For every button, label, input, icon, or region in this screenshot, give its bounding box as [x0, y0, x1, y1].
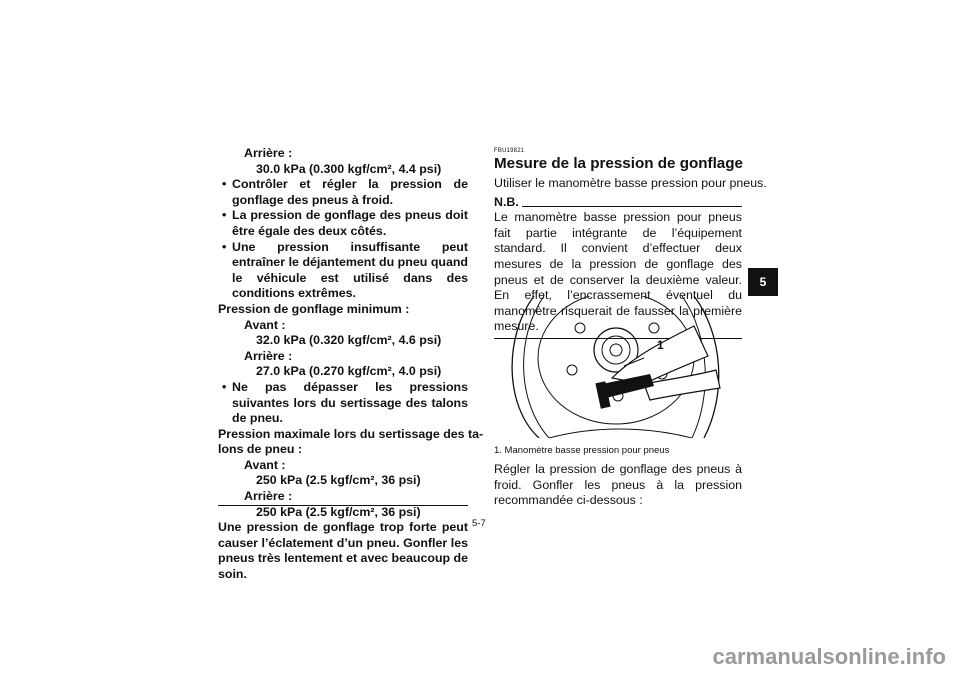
tire-gauge-illustration [494, 296, 742, 438]
note-header [494, 195, 742, 211]
figure-caption: 1. Manomètre basse pression pour pneus [494, 445, 670, 456]
bullet-low-pressure: • Une pression insuffisante peut entraîner le déjantement du pneu quand le véhicule est utilisé dans des conditions extrêmes. [218, 240, 468, 302]
bullet-equal-sides: • La pression de gonflage des pneus doit être égale des deux côtés. [218, 208, 468, 239]
note-header-rule [522, 206, 742, 207]
rear-pressure-value: 30.0 kPa (0.300 kgf/cm², 4.4 psi) [256, 161, 442, 176]
min-rear-value: 27.0 kPa (0.270 kgf/cm², 4.0 psi) [256, 364, 442, 379]
bullet-bead-seating: • Ne pas dépasser les pressions suivantes lors du sertissage des talons de pneu. [218, 380, 468, 427]
min-front-value: 32.0 kPa (0.320 kgf/cm², 4.6 psi) [256, 333, 442, 348]
watermark: carmanualsonline.info [712, 644, 946, 669]
min-pressure-title: Pression de gonflage minimum : [218, 301, 410, 316]
tire-gauge-drawing [494, 296, 742, 438]
page-number: 5-7 [472, 518, 486, 529]
max-pressure-title-line2: lons de pneu : [218, 442, 302, 457]
max-rear-value: 250 kPa (2.5 kgf/cm², 36 psi) [256, 504, 421, 519]
note-label: N.B. [494, 194, 519, 209]
min-rear-label: Arrière : [244, 348, 293, 363]
rear-pressure-label: Arrière : [244, 146, 293, 160]
figure-callout-number: 1 [657, 338, 664, 352]
max-front-label: Avant : [244, 457, 286, 472]
bullet-check-cold: • Contrôler et régler la pression de gonflage des pneus à froid. [218, 177, 468, 208]
section-heading: Mesure de la pression de gonflage [494, 155, 743, 172]
adjust-pressure-text: Régler la pression de gonflage des pneus à froid. Gonfler les pneus à la pression recommandée ci-dessous : [494, 462, 742, 508]
max-rear-label: Arrière : [244, 489, 293, 504]
min-front-label: Avant : [244, 317, 286, 332]
overpressure-warning: Une pression de gonflage trop forte peut causer l’éclatement d’un pneu. Gonfler les pneus très lentement et avec beaucoup de soin. [218, 520, 468, 582]
intro-text: Utiliser le manomètre basse pression pour pneus. [494, 176, 767, 190]
chapter-tab: 5 [748, 268, 778, 296]
max-front-value: 250 kPa (2.5 kgf/cm², 36 psi) [256, 473, 421, 488]
max-pressure-title-line1: Pression maximale lors du sertissage des ta- [218, 426, 484, 441]
section-code: FBU19821 [494, 148, 525, 154]
note-text: Le manomètre basse pression pour pneus fait partie intégrante de l’équipement standard. Il convient d’effectuer deux mesures de la pression de gonflage des pneus et de conserver la deuxième valeur. En effet, l’encrassement éventuel du manomètre risquerait de fausser la première mesure. [494, 210, 742, 334]
left-column-end-rule [218, 505, 468, 506]
